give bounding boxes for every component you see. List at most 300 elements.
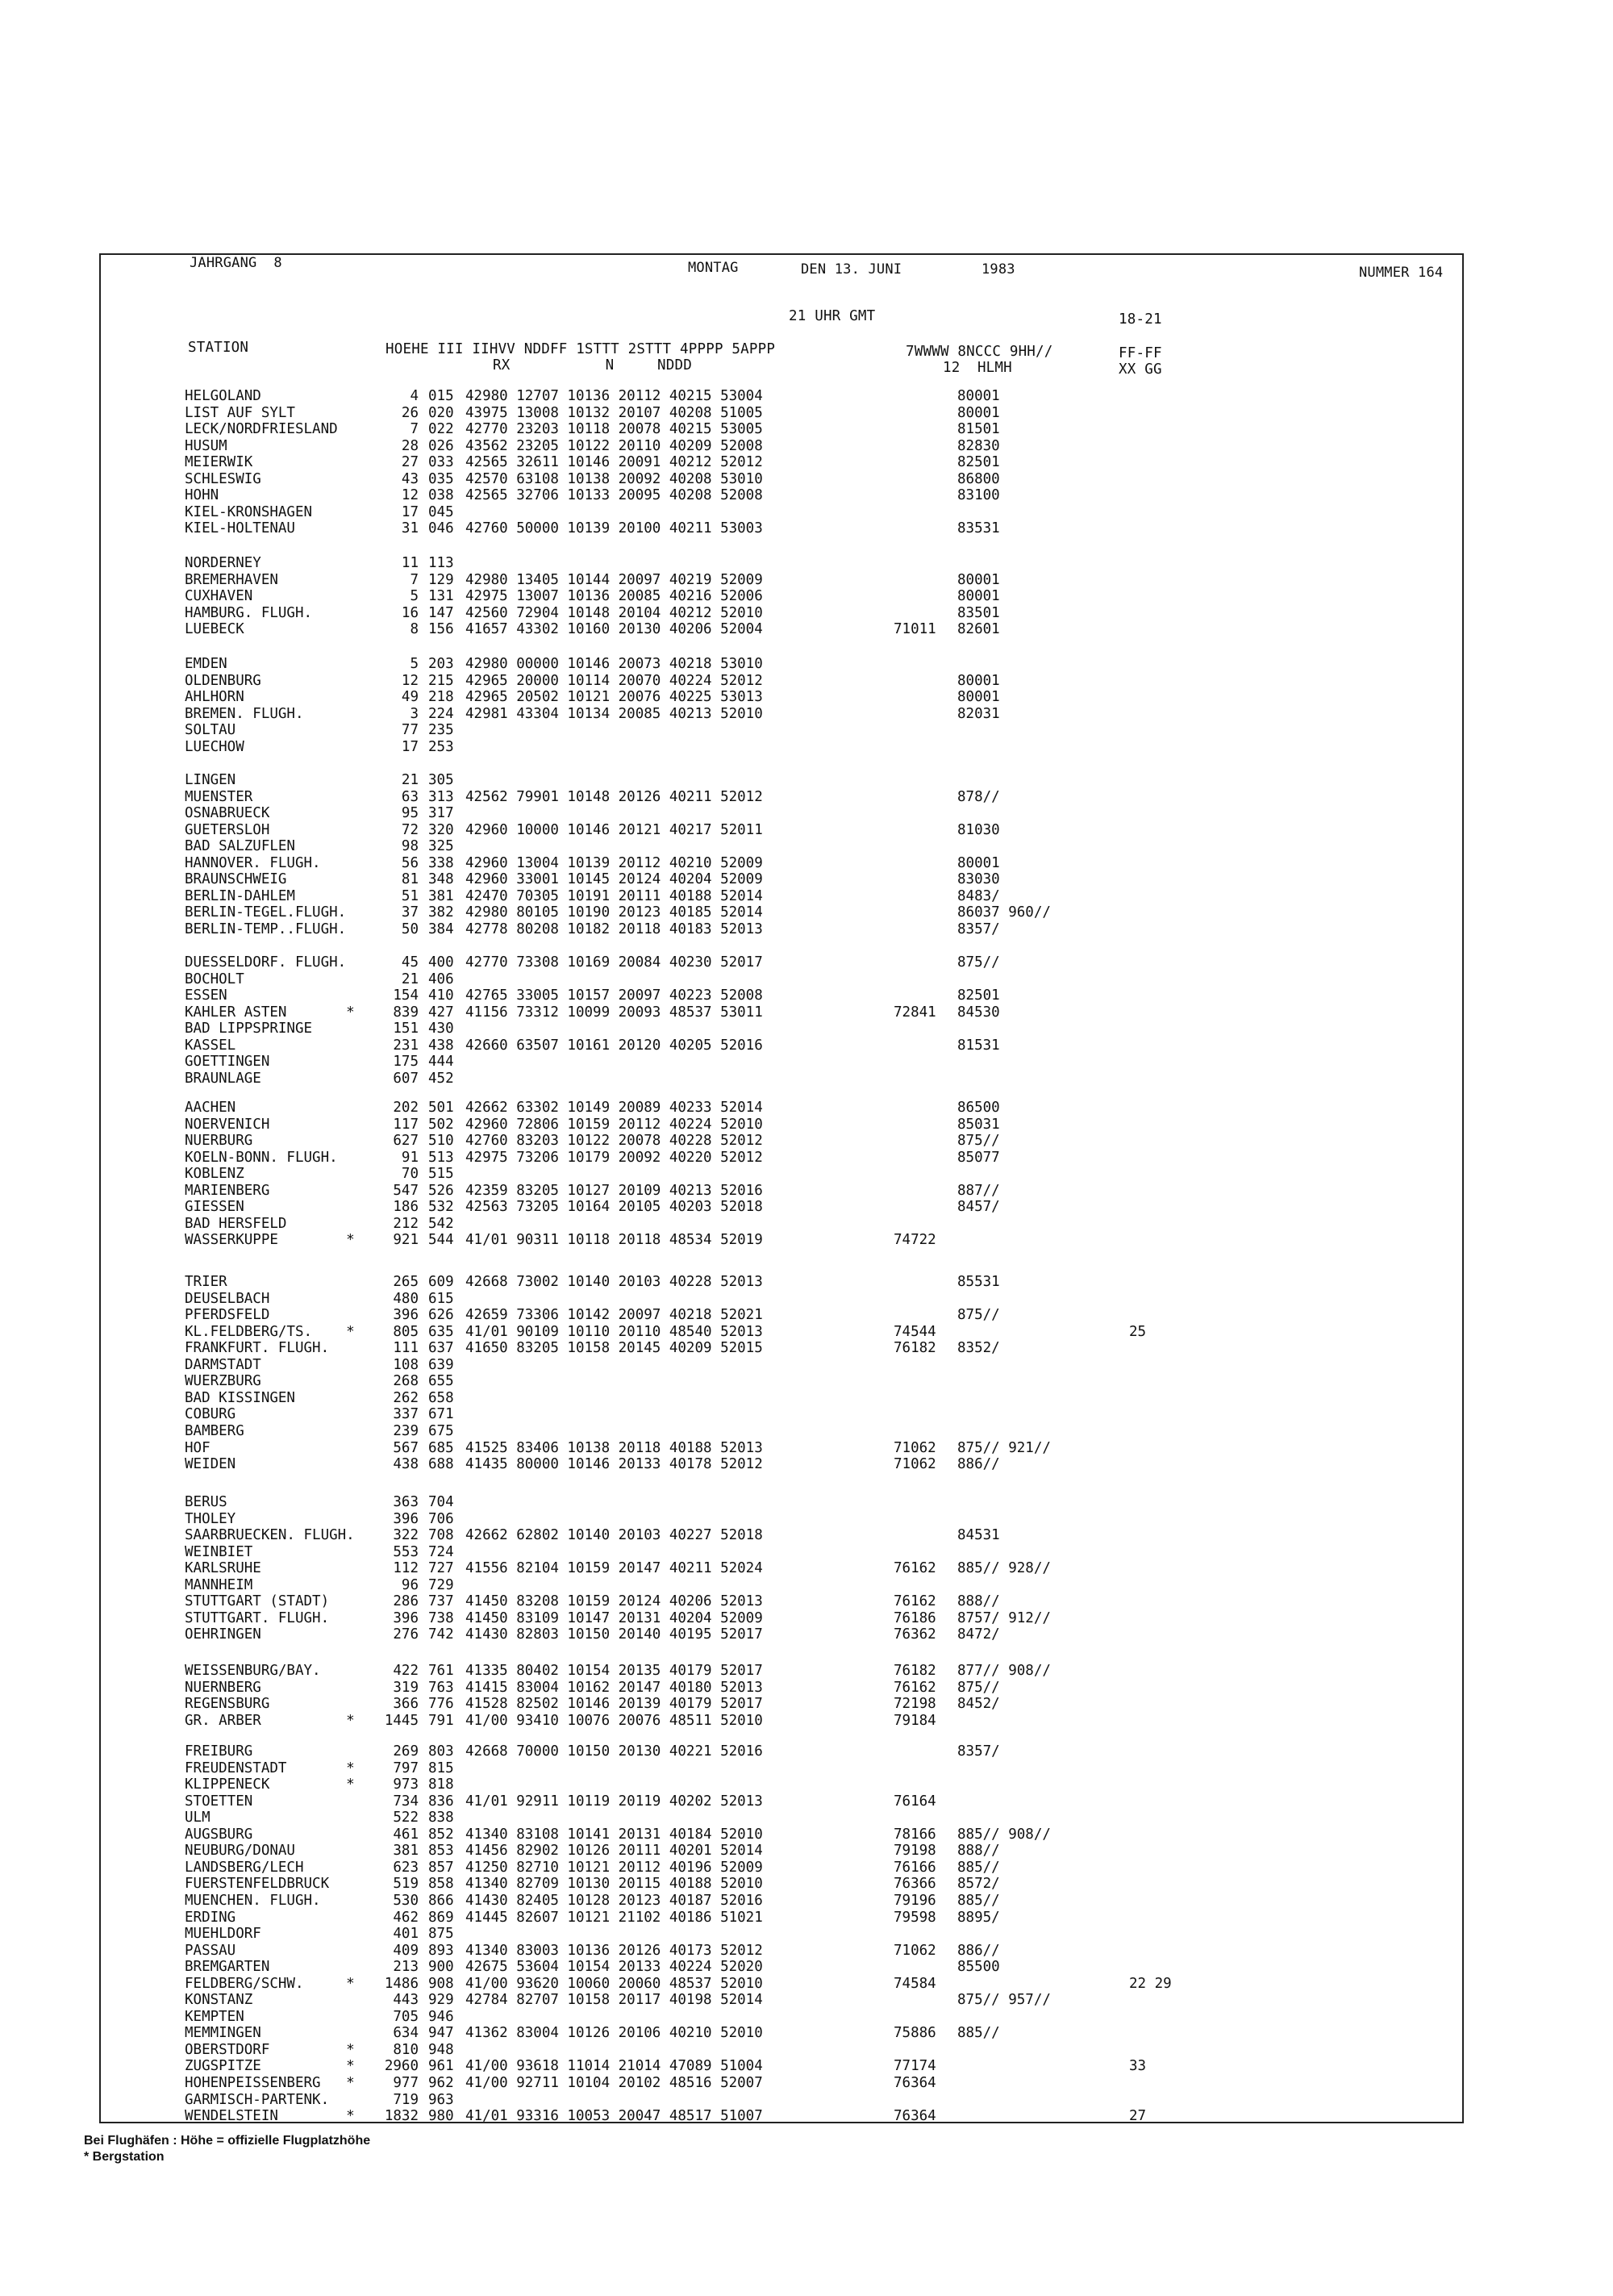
weather-group: 71062 (894, 1439, 936, 1456)
station-height: 49 (401, 689, 419, 706)
synop-groups: 42960 13004 10139 20112 40210 52009 (465, 854, 763, 871)
station-index: 045 (428, 503, 454, 520)
station-height: 1832 (384, 2108, 419, 2125)
synop-groups: 41/00 93620 10060 20060 48537 52010 (465, 1975, 763, 1992)
cloud-group: 886// (957, 1456, 1000, 1473)
gust-value: 33 (1129, 2058, 1147, 2075)
cloud-group: 86800 (957, 470, 1000, 487)
station-index: 325 (428, 838, 454, 855)
weather-group: 72198 (894, 1696, 936, 1713)
table-row (101, 405, 1462, 421)
station-index: 875 (428, 1926, 454, 1943)
station-height: 547 (393, 1182, 419, 1199)
station-height: 63 (401, 788, 419, 805)
station-index: 763 (428, 1679, 454, 1696)
station-index: 706 (428, 1510, 454, 1527)
cloud-group: 80001 (957, 571, 1000, 588)
station-name: DEUSELBACH (185, 1290, 270, 1307)
synop-groups: 43975 13008 10132 20107 40208 51005 (465, 404, 763, 421)
cloud-group: 875// 921// (957, 1439, 1051, 1456)
gust-value: 27 (1129, 2108, 1147, 2125)
station-height: 567 (393, 1439, 419, 1456)
station-name: FREUDENSTADT * (185, 1760, 355, 1776)
station-index: 313 (428, 788, 454, 805)
table-row (101, 1926, 1462, 1942)
code-columns-header: HOEHE III IIHVV NDDFF 1STTT 2STTT 4PPPP 5APPP (386, 341, 776, 357)
station-name: AUGSBURG (185, 1826, 253, 1843)
station-index: 400 (428, 954, 454, 971)
table-row (101, 1696, 1462, 1712)
synop-groups: 42570 63108 10138 20092 40208 53010 (465, 470, 763, 487)
table-row (101, 954, 1462, 971)
synop-groups: 41528 82502 10146 20139 40179 52017 (465, 1696, 763, 1713)
station-index: 501 (428, 1100, 454, 1116)
table-row (101, 987, 1462, 1004)
synop-groups: 41340 82709 10130 20115 40188 52010 (465, 1876, 763, 1893)
year-label: 1983 (982, 261, 1015, 278)
station-name: BAD SALZUFLEN (185, 838, 295, 855)
station-index: 637 (428, 1340, 454, 1357)
station-height: 805 (393, 1323, 419, 1340)
station-index: 761 (428, 1663, 454, 1679)
synop-groups: 41/00 92711 10104 20102 48516 52007 (465, 2075, 763, 2091)
observation-time: 21 UHR GMT (789, 308, 876, 324)
station-index: 015 (428, 388, 454, 404)
station-height: 7 (410, 571, 419, 588)
station-index: 113 (428, 555, 454, 571)
station-height: 56 (401, 854, 419, 871)
station-height: 381 (393, 1843, 419, 1860)
station-index: 406 (428, 971, 454, 987)
cloud-group: 82601 (957, 621, 1000, 638)
table-row (101, 1037, 1462, 1054)
station-index: 156 (428, 621, 454, 638)
table-row (101, 805, 1462, 821)
cloud-group: 80001 (957, 388, 1000, 404)
station-name: HOHENPEISSENBERG * (185, 2075, 355, 2091)
station-name: ULM (185, 1810, 210, 1826)
station-height: 4 (410, 388, 419, 404)
weather-group: 78166 (894, 1826, 936, 1843)
table-row (101, 1324, 1462, 1340)
station-index: 836 (428, 1793, 454, 1810)
station-height: 11 (401, 555, 419, 571)
station-index: 963 (428, 2091, 454, 2108)
station-height: 151 (393, 1021, 419, 1037)
synop-groups: 41456 82902 10126 20111 40201 52014 (465, 1843, 763, 1860)
weather-group: 71011 (894, 621, 936, 638)
cloud-group: 85031 (957, 1116, 1000, 1133)
synop-groups: 42565 32706 10133 20095 40208 52008 (465, 487, 763, 504)
table-row (101, 1357, 1462, 1373)
station-index: 253 (428, 738, 454, 755)
table-row (101, 1626, 1462, 1643)
station-index: 035 (428, 470, 454, 487)
table-row (101, 1456, 1462, 1472)
station-index: 381 (428, 887, 454, 904)
station-index: 626 (428, 1307, 454, 1324)
station-index: 382 (428, 904, 454, 921)
table-row (101, 1373, 1462, 1389)
cloud-group: 8457/ (957, 1199, 1000, 1216)
station-height: 366 (393, 1696, 419, 1713)
table-row (101, 1560, 1462, 1576)
synop-groups: 42765 33005 10157 20097 40223 52008 (465, 987, 763, 1004)
station-index: 348 (428, 871, 454, 888)
station-index: 609 (428, 1274, 454, 1290)
synop-groups: 41/01 90109 10110 20110 48540 52013 (465, 1323, 763, 1340)
station-height: 265 (393, 1274, 419, 1290)
gust-value: 25 (1129, 1323, 1147, 1340)
table-row (101, 572, 1462, 588)
table-row (101, 1527, 1462, 1543)
station-index: 513 (428, 1149, 454, 1166)
cloud-group: 86037 960// (957, 904, 1051, 921)
station-name: HOHN (185, 487, 219, 504)
cloud-group: 875// (957, 1307, 1000, 1324)
station-index: 962 (428, 2075, 454, 2091)
synop-groups: 42563 73205 10164 20105 40203 52018 (465, 1199, 763, 1216)
extra-columns-header: 7WWWW 8NCCC 9HH// (906, 344, 1053, 360)
station-index: 526 (428, 1182, 454, 1199)
weather-group: 74584 (894, 1975, 936, 1992)
station-index: 853 (428, 1843, 454, 1860)
synop-groups: 42660 63507 10161 20120 40205 52016 (465, 1037, 763, 1054)
station-name: HOF (185, 1439, 210, 1456)
code-columns-subheader: RX N NDDD (493, 357, 692, 374)
table-row (101, 1423, 1462, 1439)
table-row (101, 1793, 1462, 1810)
station-height: 5 (410, 656, 419, 672)
weather-group: 74722 (894, 1232, 936, 1249)
station-height: 977 (393, 2075, 419, 2091)
table-row (101, 1021, 1462, 1037)
table-row (101, 706, 1462, 722)
station-name: BOCHOLT (185, 971, 244, 987)
station-index: 803 (428, 1743, 454, 1760)
station-name: REGENSBURG (185, 1696, 270, 1713)
station-height: 81 (401, 871, 419, 888)
cloud-group: 86500 (957, 1100, 1000, 1116)
table-row (101, 1893, 1462, 1909)
station-name: NUERBURG (185, 1133, 253, 1150)
weather-group: 76364 (894, 2108, 936, 2125)
cloud-group: 82501 (957, 454, 1000, 471)
weather-group: 76182 (894, 1663, 936, 1679)
station-name: NEUBURG/DONAU (185, 1843, 295, 1860)
station-index: 946 (428, 2008, 454, 2025)
synop-groups: 42659 73306 10142 20097 40218 52021 (465, 1307, 763, 1324)
station-name: KASSEL (185, 1037, 236, 1054)
station-name: SAARBRUECKEN. FLUGH. (185, 1527, 355, 1544)
station-height: 175 (393, 1054, 419, 1071)
station-name: GARMISCH-PARTENK. (185, 2091, 330, 2108)
table-row (101, 471, 1462, 487)
station-height: 26 (401, 404, 419, 421)
station-height: 45 (401, 954, 419, 971)
synop-groups: 41445 82607 10121 21102 40186 51021 (465, 1909, 763, 1926)
station-name: HAMBURG. FLUGH. (185, 604, 313, 621)
synop-groups: 41/01 92911 10119 20119 40202 52013 (465, 1793, 763, 1810)
cloud-group: 885// 908// (957, 1826, 1051, 1843)
station-height: 337 (393, 1406, 419, 1423)
station-index: 708 (428, 1527, 454, 1544)
table-row (101, 921, 1462, 937)
synop-groups: 41450 83208 10159 20124 40206 52013 (465, 1593, 763, 1610)
table-row (101, 2092, 1462, 2108)
station-height: 43 (401, 470, 419, 487)
date-label: DEN 13. JUNI (801, 261, 902, 278)
station-index: 544 (428, 1232, 454, 1249)
weather-group: 79196 (894, 1892, 936, 1909)
station-height: 202 (393, 1100, 419, 1116)
station-index: 688 (428, 1456, 454, 1473)
station-name: HELGOLAND (185, 388, 261, 404)
cloud-group: 82031 (957, 705, 1000, 722)
station-name: WEINBIET (185, 1543, 253, 1560)
station-height: 37 (401, 904, 419, 921)
station-height: 522 (393, 1810, 419, 1826)
station-name: MUEHLDORF (185, 1926, 261, 1943)
jahrgang-label: JAHRGANG 8 (190, 255, 282, 271)
station-index: 218 (428, 689, 454, 706)
cloud-group: 81030 (957, 821, 1000, 838)
cloud-group: 84530 (957, 1004, 1000, 1021)
table-row (101, 722, 1462, 738)
weather-group: 76366 (894, 1876, 936, 1893)
station-height: 719 (393, 2091, 419, 2108)
station-height: 17 (401, 503, 419, 520)
station-index: 438 (428, 1037, 454, 1054)
station-height: 480 (393, 1290, 419, 1307)
station-index: 235 (428, 722, 454, 739)
table-row (101, 1100, 1462, 1116)
station-name: BAD HERSFELD (185, 1215, 287, 1232)
station-height: 96 (401, 1576, 419, 1593)
table-row (101, 555, 1462, 571)
weekday-label: MONTAG (688, 260, 739, 276)
station-name: WEISSENBURG/BAY. (185, 1663, 321, 1679)
station-name: STUTTGART. FLUGH. (185, 1609, 330, 1626)
station-name: MUENSTER (185, 788, 253, 805)
table-row (101, 1910, 1462, 1926)
station-height: 396 (393, 1609, 419, 1626)
station-name: AACHEN (185, 1100, 236, 1116)
station-height: 553 (393, 1543, 419, 1560)
station-height: 31 (401, 520, 419, 537)
cloud-group: 885// (957, 2025, 1000, 2042)
weather-group: 76362 (894, 1626, 936, 1643)
synop-groups: 42760 50000 10139 20100 40211 53003 (465, 520, 763, 537)
station-height: 212 (393, 1215, 419, 1232)
table-row (101, 1743, 1462, 1760)
weather-group: 76186 (894, 1609, 936, 1626)
station-height: 21 (401, 772, 419, 788)
station-name: BERLIN-TEMP..FLUGH. (185, 920, 347, 937)
table-row (101, 1593, 1462, 1609)
station-name: KIEL-KRONSHAGEN (185, 503, 313, 520)
station-height: 409 (393, 1942, 419, 1959)
table-row (101, 605, 1462, 621)
station-index: 020 (428, 404, 454, 421)
station-index: 026 (428, 437, 454, 454)
synop-groups: 42980 00000 10146 20073 40218 53010 (465, 656, 763, 672)
station-name: MUENCHEN. FLUGH. (185, 1892, 321, 1909)
station-height: 734 (393, 1793, 419, 1810)
synop-groups: 41650 83205 10158 20145 40209 52015 (465, 1340, 763, 1357)
table-row (101, 1390, 1462, 1406)
table-row (101, 1117, 1462, 1133)
station-index: 635 (428, 1323, 454, 1340)
station-index: 948 (428, 2041, 454, 2058)
synop-groups: 41/01 93316 10053 20047 48517 51007 (465, 2108, 763, 2125)
station-name: KEMPTEN (185, 2008, 244, 2025)
station-name: BERUS (185, 1494, 227, 1510)
synop-groups: 41335 80402 10154 20135 40179 52017 (465, 1663, 763, 1679)
station-name: PFERDSFELD (185, 1307, 270, 1324)
station-height: 363 (393, 1494, 419, 1510)
cloud-group: 8757/ 912// (957, 1609, 1051, 1626)
table-row (101, 822, 1462, 838)
station-height: 7 (410, 421, 419, 438)
synop-groups: 42662 63302 10149 20089 40233 52014 (465, 1100, 763, 1116)
station-index: 947 (428, 2025, 454, 2042)
station-name: OEHRINGEN (185, 1626, 261, 1643)
table-row (101, 1943, 1462, 1959)
table-row (101, 838, 1462, 854)
station-height: 27 (401, 454, 419, 471)
cloud-group: 80001 (957, 689, 1000, 706)
station-name: AHLHORN (185, 689, 244, 706)
station-name: DARMSTADT (185, 1356, 261, 1373)
table-row (101, 1199, 1462, 1215)
station-column-header: STATION (188, 340, 249, 356)
gust-value: 22 29 (1129, 1975, 1172, 1992)
station-index: 452 (428, 1070, 454, 1087)
table-row (101, 421, 1462, 437)
synop-groups: 42675 53604 10154 20133 40224 52020 (465, 1959, 763, 1976)
weather-group: 72841 (894, 1004, 936, 1021)
cloud-group: 82830 (957, 437, 1000, 454)
station-height: 28 (401, 437, 419, 454)
station-index: 742 (428, 1626, 454, 1643)
synop-groups: 41362 83004 10126 20106 40210 52010 (465, 2025, 763, 2042)
station-index: 908 (428, 1975, 454, 1992)
cloud-group: 885// (957, 1859, 1000, 1876)
table-row (101, 1166, 1462, 1182)
station-name: SCHLESWIG (185, 470, 261, 487)
weather-group: 71062 (894, 1456, 936, 1473)
station-name: WUERZBURG (185, 1373, 261, 1390)
synop-groups: 41340 83108 10141 20131 40184 52010 (465, 1826, 763, 1843)
weather-group: 71062 (894, 1942, 936, 1959)
station-index: 929 (428, 1992, 454, 2009)
table-row (101, 2042, 1462, 2058)
station-height: 921 (393, 1232, 419, 1249)
station-index: 737 (428, 1593, 454, 1610)
cloud-group: 877// 908// (957, 1663, 1051, 1679)
station-height: 72 (401, 821, 419, 838)
cloud-group: 81531 (957, 1037, 1000, 1054)
station-name: WENDELSTEIN * (185, 2108, 355, 2125)
station-height: 262 (393, 1389, 419, 1406)
synop-groups: 42784 82707 10158 20117 40198 52014 (465, 1992, 763, 2009)
cloud-group: 85077 (957, 1149, 1000, 1166)
report-sheet (99, 253, 1464, 2123)
station-index: 869 (428, 1909, 454, 1926)
station-name: PASSAU (185, 1942, 236, 1959)
table-row (101, 1959, 1462, 1975)
station-height: 461 (393, 1826, 419, 1843)
station-index: 729 (428, 1576, 454, 1593)
table-row (101, 454, 1462, 470)
table-row (101, 1544, 1462, 1560)
station-height: 117 (393, 1116, 419, 1133)
table-row (101, 438, 1462, 454)
table-row (101, 1440, 1462, 1456)
table-row (101, 1663, 1462, 1679)
station-height: 98 (401, 838, 419, 855)
synop-groups: 41657 43302 10160 20130 40206 52004 (465, 621, 763, 638)
station-height: 530 (393, 1892, 419, 1909)
weather-group: 76162 (894, 1593, 936, 1610)
table-row (101, 487, 1462, 503)
cloud-group: 886// (957, 1942, 1000, 1959)
synop-groups: 42565 32611 10146 20091 40212 52012 (465, 454, 763, 471)
station-index: 033 (428, 454, 454, 471)
station-name: KL.FELDBERG/TS. * (185, 1323, 355, 1340)
weather-group: 76164 (894, 1793, 936, 1810)
station-name: BERLIN-DAHLEM (185, 887, 295, 904)
table-row (101, 1860, 1462, 1876)
table-row (101, 1826, 1462, 1843)
station-name: TRIER (185, 1274, 227, 1290)
table-row (101, 673, 1462, 689)
table-row (101, 1133, 1462, 1149)
station-height: 396 (393, 1307, 419, 1324)
station-height: 50 (401, 920, 419, 937)
table-row (101, 2009, 1462, 2025)
station-height: 276 (393, 1626, 419, 1643)
station-index: 900 (428, 1959, 454, 1976)
station-name: OSNABRUECK (185, 805, 270, 822)
synop-groups: 41556 82104 10159 20147 40211 52024 (465, 1560, 763, 1577)
table-row (101, 1291, 1462, 1307)
station-height: 396 (393, 1510, 419, 1527)
station-height: 77 (401, 722, 419, 739)
station-index: 305 (428, 772, 454, 788)
table-row (101, 1610, 1462, 1626)
station-index: 129 (428, 571, 454, 588)
weather-group: 75886 (894, 2025, 936, 2042)
station-name: KOELN-BONN. FLUGH. (185, 1149, 338, 1166)
station-index: 776 (428, 1696, 454, 1713)
station-name: NUERNBERG (185, 1679, 261, 1696)
station-index: 893 (428, 1942, 454, 1959)
station-height: 269 (393, 1743, 419, 1760)
station-height: 213 (393, 1959, 419, 1976)
weather-group: 79598 (894, 1909, 936, 1926)
synop-groups: 42965 20000 10114 20070 40224 52012 (465, 672, 763, 689)
table-row (101, 1340, 1462, 1356)
station-index: 791 (428, 1712, 454, 1729)
station-name: GUETERSLOH (185, 821, 270, 838)
synop-groups: 43562 23205 10122 20110 40209 52008 (465, 437, 763, 454)
station-height: 422 (393, 1663, 419, 1679)
table-row (101, 1680, 1462, 1696)
station-name: EMDEN (185, 656, 227, 672)
synop-groups: 42960 72806 10159 20112 40224 52010 (465, 1116, 763, 1133)
